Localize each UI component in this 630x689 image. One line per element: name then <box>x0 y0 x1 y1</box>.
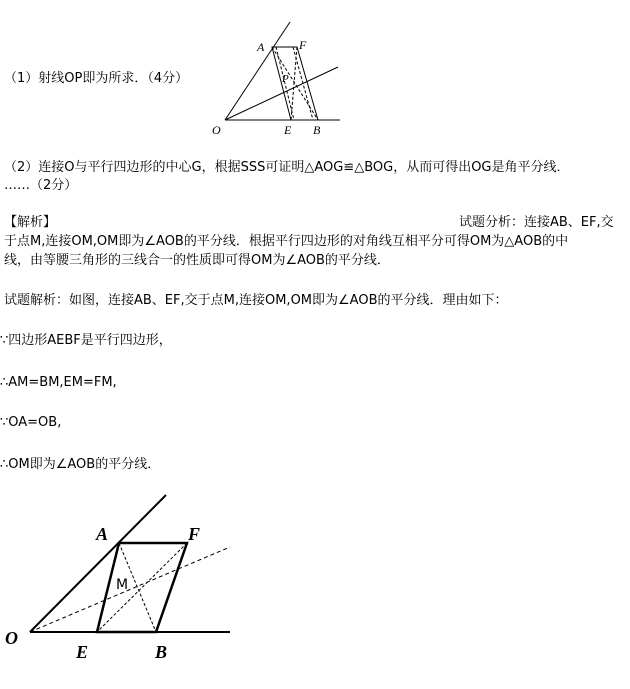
part1-answer: （1）射线OP即为所求．（4分） <box>4 71 189 86</box>
fig2-label-o: O <box>5 628 18 648</box>
analysis-line2: 于点M,连接OM,OM即为∠AOB的平分线．根据平行四边形的对角线互相平分可得OM为△AOB的中 <box>4 234 569 249</box>
fig1-label-p: P <box>282 73 289 85</box>
fig2-label-f: F <box>188 524 201 544</box>
solution-step-4: ∴OM即为∠AOB的平分线． <box>0 457 161 472</box>
part2-line1: （2）连接O与平行四边形的中心G，根据SSS可证明△AOG≌△BOG，从而可得出OG是角平分线． <box>4 160 570 175</box>
analysis-heading: 【解析】 <box>4 215 57 230</box>
fig2-label-m: M <box>116 577 129 593</box>
solution-step-2: ∴AM=BM,EM=FM, <box>0 375 117 390</box>
fig2-label-e: E <box>76 642 89 662</box>
fig1-label-o: O <box>212 123 221 137</box>
part2-line2: ……（2分） <box>4 178 78 193</box>
figure-2-parallelogram-midpoint <box>0 490 240 689</box>
solution-intro: 试题解析：如图，连接AB、EF,交于点M,连接OM,OM即为∠AOB的平分线．理由如下： <box>4 293 508 308</box>
analysis-line3: 线，由等腰三角形的三线合一的性质即可得OM为∠AOB的平分线． <box>4 253 390 268</box>
analysis-line1-right: 试题分析：连接AB、EF,交 <box>459 215 614 230</box>
fig1-label-f: F <box>299 38 307 52</box>
figure-1-parallelogram-construction <box>205 20 345 142</box>
fig1-label-a: A <box>257 40 265 54</box>
solution-step-3: ∵OA=OB, <box>0 415 62 430</box>
fig1-label-e: E <box>284 123 292 137</box>
fig2-label-a: A <box>96 524 109 544</box>
fig2-label-b: B <box>155 642 168 662</box>
fig1-label-b: B <box>313 123 321 137</box>
solution-step-1: ∵四边形AEBF是平行四边形， <box>0 333 172 348</box>
